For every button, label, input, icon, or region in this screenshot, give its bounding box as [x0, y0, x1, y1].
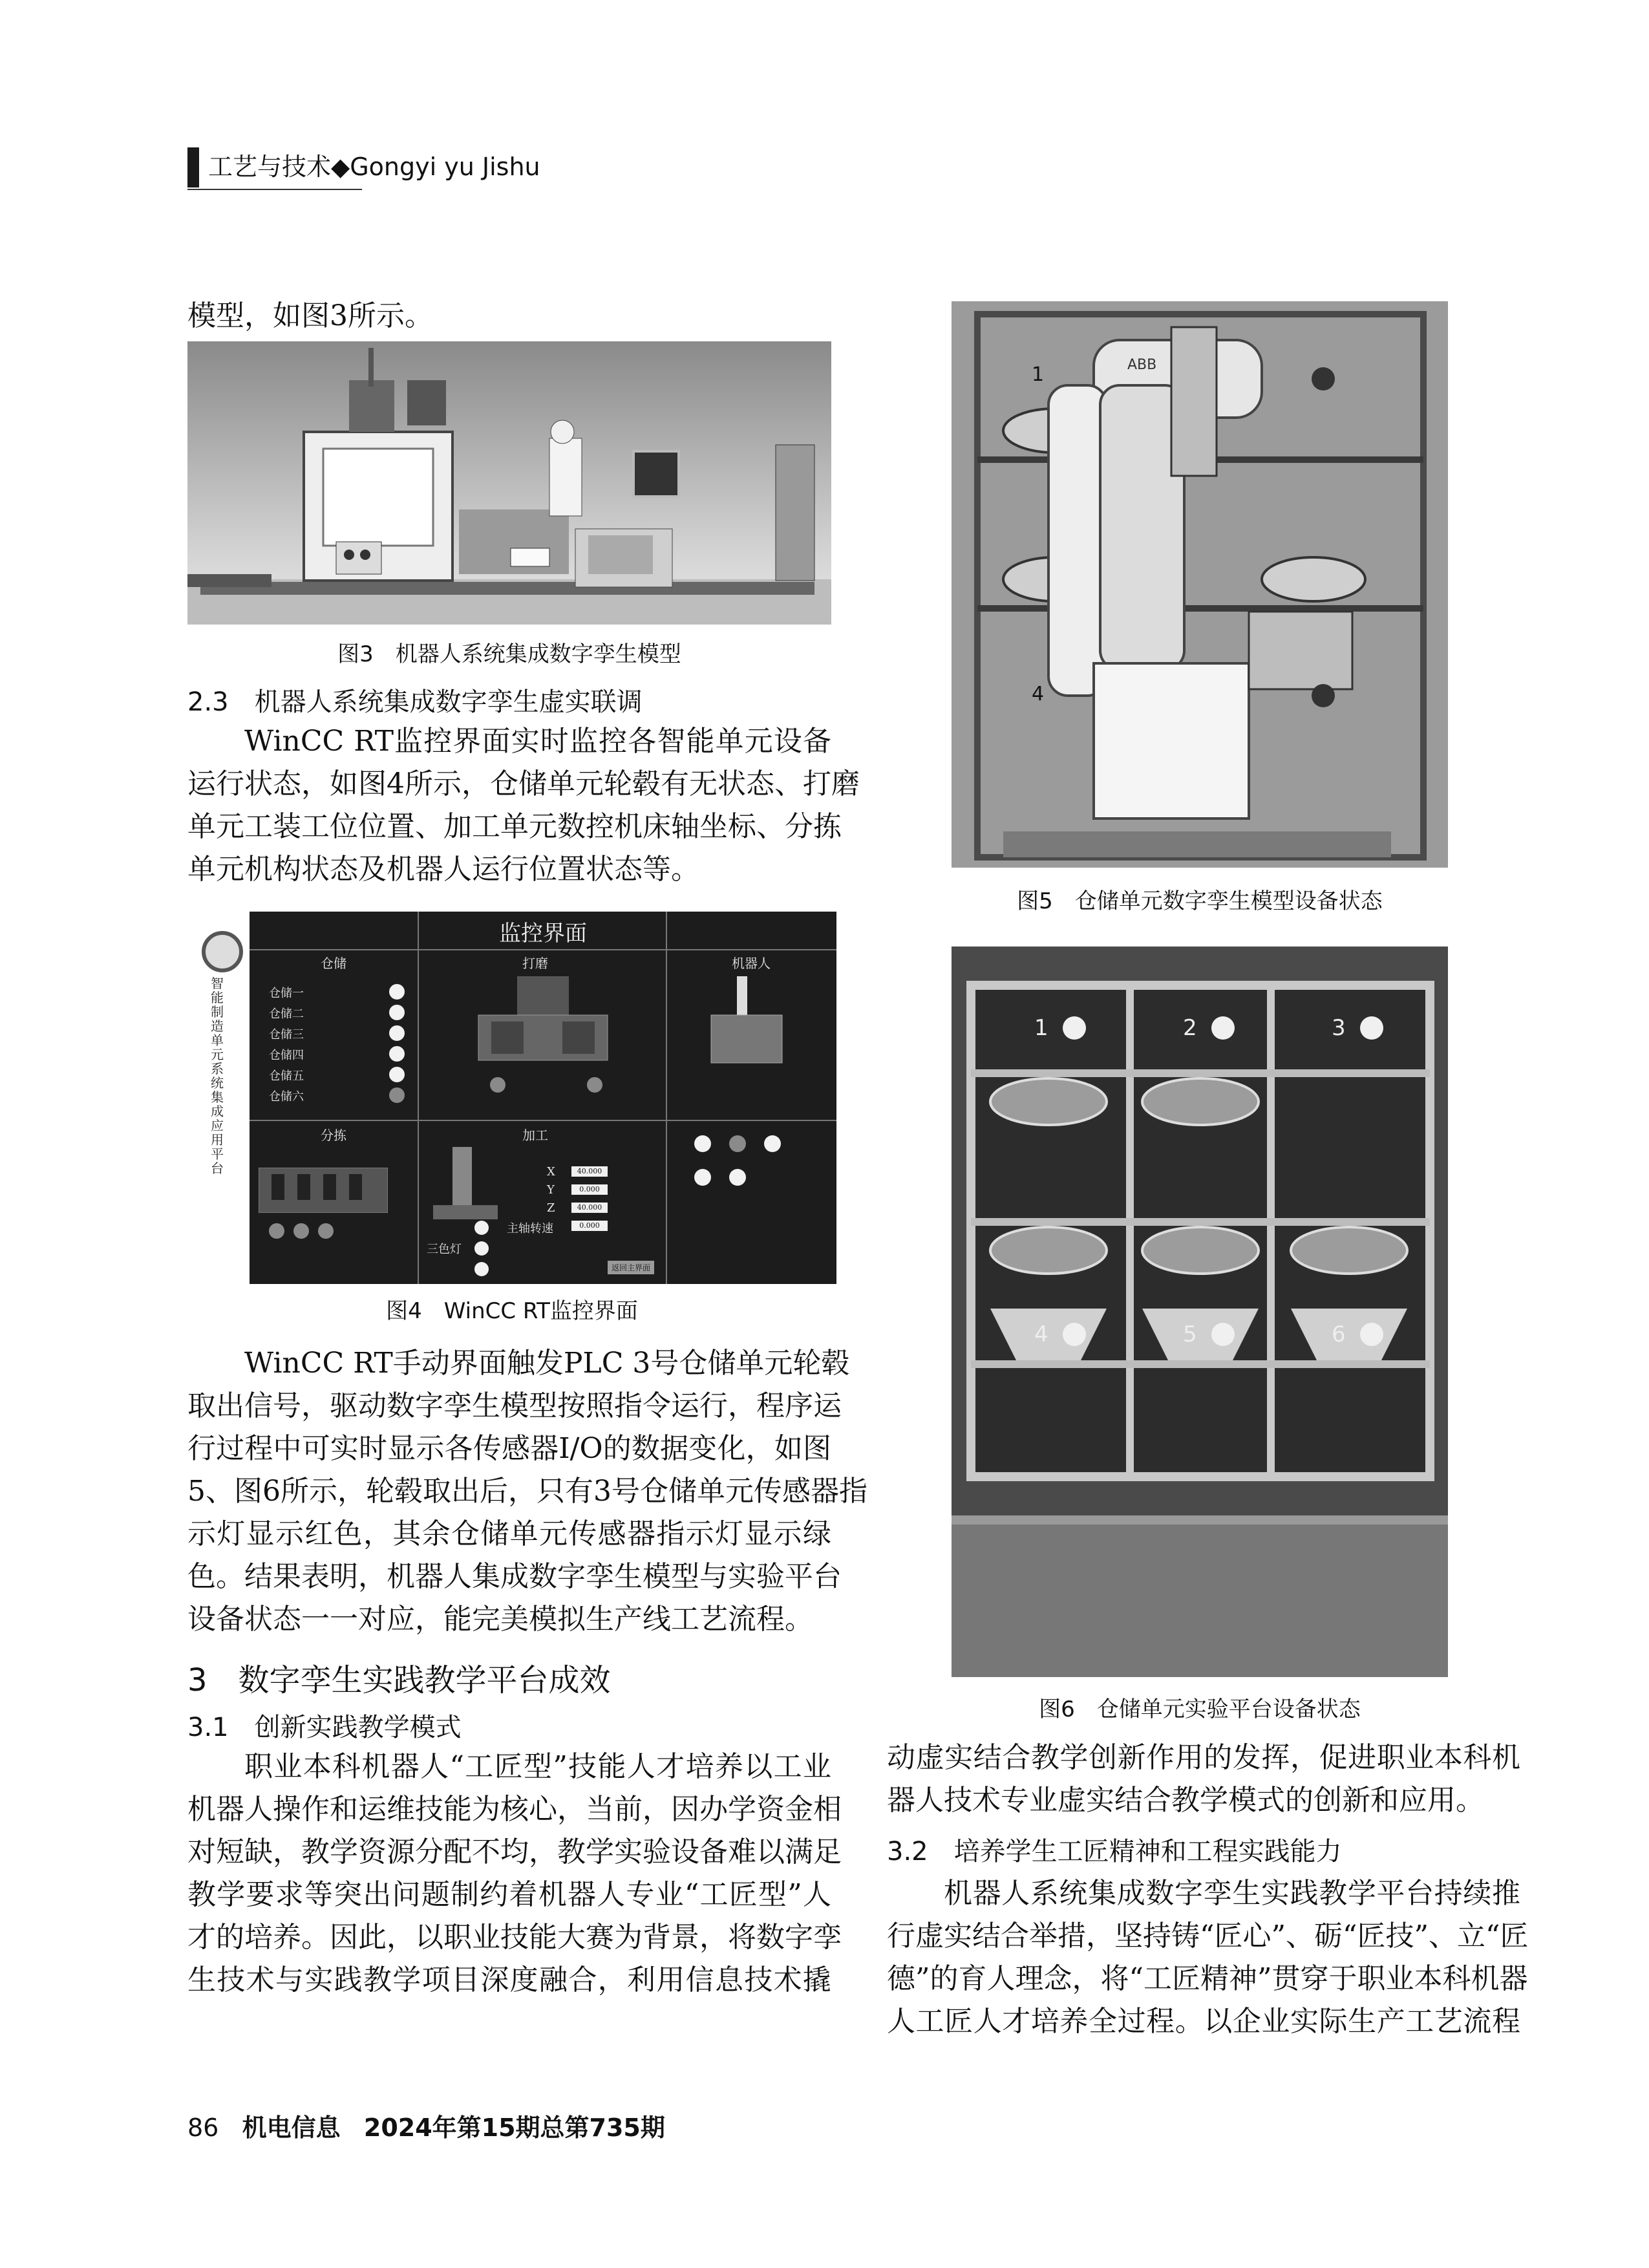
- storage-label: 仓储三: [269, 1028, 304, 1042]
- polish-status-light: [490, 1077, 505, 1093]
- storage-number-label: 2: [1183, 1015, 1197, 1041]
- section-machining: 加工: [522, 1128, 548, 1143]
- polish-status-light: [587, 1077, 602, 1093]
- section-storage: 仓储: [321, 956, 346, 971]
- divider: [418, 912, 419, 1284]
- figure-3-image: [187, 341, 831, 625]
- axis-label: Z: [547, 1201, 555, 1215]
- axis-label: 主轴转速: [507, 1222, 553, 1236]
- paragraph-line: 生技术与实践教学项目深度融合，利用信息技术撬: [187, 1963, 831, 1996]
- paragraph-line: 机器人操作和运维技能为核心，当前，因办学资金相: [187, 1793, 842, 1826]
- figure-6-caption: 图6 仓储单元实验平台设备状态: [1039, 1696, 1361, 1722]
- paragraph-line: 5、图6所示，轮毂取出后，只有3号仓储单元传感器指: [187, 1475, 867, 1508]
- paragraph-line: WinCC RT手动界面触发PLC 3号仓储单元轮毂: [244, 1347, 850, 1380]
- paragraph-line: 行虚实结合举措，坚持铸“匠心”、砺“匠技”、立“匠: [887, 1920, 1529, 1952]
- paragraph-line: 对短缺，教学资源分配不均，教学实验设备难以满足: [187, 1835, 842, 1868]
- paragraph-line: 示灯显示红色，其余仓储单元传感器指示灯显示绿: [187, 1517, 831, 1550]
- header-bar-mark: [187, 147, 199, 187]
- status-light: [694, 1135, 711, 1152]
- storage-status-light: [389, 1005, 405, 1020]
- paragraph-line: 行过程中可实时显示各传感器I/O的数据变化，如图: [187, 1432, 831, 1465]
- status-light: [764, 1135, 781, 1152]
- paragraph-line: 机器人系统集成数字孪生实践教学平台持续推: [944, 1877, 1520, 1910]
- tricolor-light: [474, 1262, 489, 1276]
- figure-5-image: [952, 301, 1448, 868]
- paragraph-line: 动虚实结合教学创新作用的发挥，促进职业本科机: [887, 1741, 1520, 1774]
- paragraph-line: 器人技术专业虚实结合教学模式的创新和应用。: [887, 1784, 1484, 1817]
- sort-status-light: [293, 1223, 309, 1239]
- journal-header: 工艺与技术◆Gongyi yu Jishu: [208, 153, 540, 181]
- footer-issue: 2024年第15期总第735期: [363, 2113, 665, 2142]
- status-light: [729, 1169, 746, 1186]
- page-number: 86: [187, 2113, 219, 2142]
- section-3-2-heading: 3.2 培养学生工匠精神和工程实践能力: [887, 1837, 1342, 1867]
- storage-label: 仓储四: [269, 1049, 304, 1062]
- paragraph-line: 运行状态，如图4所示，仓储单元轮毂有无状态、打磨: [187, 767, 860, 800]
- paragraph-line: 德”的育人理念，将“工匠精神”贯穿于职业本科机器: [887, 1962, 1528, 1995]
- axis-label: X: [547, 1165, 555, 1179]
- paragraph-5: [887, 1872, 1529, 2043]
- storage-number-label: 5: [1183, 1321, 1197, 1347]
- storage-status-light: [389, 1025, 405, 1041]
- footer-journal: 机电信息: [242, 2113, 341, 2142]
- figure-6-photo: [952, 947, 1448, 1677]
- figure-4-monitor-ui: [187, 912, 836, 1284]
- paragraph-line: 单元机构状态及机器人运行位置状态等。: [187, 853, 699, 886]
- divider: [666, 912, 667, 1284]
- paragraph-line: 单元工装工位位置、加工单元数控机床轴坐标、分拣: [187, 810, 842, 843]
- storage-status-light: [389, 1067, 405, 1082]
- robot-model: [705, 976, 789, 1067]
- tricolor-label: 三色灯: [427, 1243, 462, 1256]
- intro-line: 模型，如图3所示。: [187, 299, 433, 332]
- paragraph-line: 职业本科机器人“工匠型”技能人才培养以工业: [244, 1750, 831, 1783]
- sort-status-light: [269, 1223, 284, 1239]
- paragraph-3: [187, 1746, 842, 2002]
- axis-label: Y: [547, 1183, 555, 1197]
- storage-number-label: 3: [1332, 1015, 1346, 1041]
- figure-3-caption: 图3 机器人系统集成数字孪生模型: [337, 641, 681, 667]
- axis-value: 0.000: [571, 1221, 608, 1231]
- divider: [250, 1120, 836, 1121]
- logo-icon: [202, 931, 243, 972]
- section-sort: 分拣: [321, 1128, 346, 1143]
- paragraph-line: WinCC RT监控界面实时监控各智能单元设备: [244, 725, 831, 758]
- storage-number-label: 4: [1032, 683, 1045, 705]
- section-polish: 打磨: [522, 956, 548, 971]
- logo-vertical-text: 智能制造单元系统集成应用平台: [211, 976, 224, 1176]
- paragraph-line: 才的培养。因此，以职业技能大赛为背景，将数字孪: [187, 1921, 842, 1954]
- section-2-3-heading: 2.3 机器人系统集成数字孪生虚实联调: [187, 687, 643, 717]
- section-3-heading: 3 数字孪生实践教学平台成效: [187, 1662, 611, 1698]
- header-rule: [187, 189, 362, 190]
- status-light: [729, 1135, 746, 1152]
- status-light: [694, 1169, 711, 1186]
- axis-value: 40.000: [571, 1203, 608, 1213]
- tricolor-light: [474, 1221, 489, 1235]
- polish-unit-model: [472, 976, 614, 1067]
- machining-unit-model: [427, 1147, 504, 1225]
- paragraph-2: [187, 1342, 867, 1641]
- paragraph-line: 教学要求等突出问题制约着机器人专业“工匠型”人: [187, 1878, 831, 1911]
- sort-unit-model: [259, 1168, 388, 1213]
- paragraph-1: [187, 720, 860, 891]
- paragraph-4: [887, 1737, 1520, 1822]
- divider: [250, 949, 836, 950]
- robot-brand-logo: ABB: [1127, 357, 1157, 373]
- storage-number-label: 6: [1332, 1321, 1346, 1347]
- section-robot: 机器人: [732, 956, 771, 971]
- sort-status-light: [318, 1223, 334, 1239]
- storage-number-label: 4: [1034, 1321, 1048, 1347]
- storage-number-label: 1: [1034, 1015, 1048, 1041]
- back-to-main-button: 返回主界面: [608, 1261, 654, 1274]
- storage-label: 仓储五: [269, 1069, 304, 1083]
- storage-status-light: [389, 984, 405, 1000]
- tricolor-light: [474, 1241, 489, 1256]
- storage-status-light: [389, 1087, 405, 1103]
- storage-status-light: [389, 1046, 405, 1062]
- paragraph-line: 人工匠人才培养全过程。以企业实际生产工艺流程: [887, 2005, 1520, 2038]
- axis-value: 40.000: [571, 1166, 608, 1177]
- paragraph-line: 设备状态一一对应，能完美模拟生产线工艺流程。: [187, 1603, 813, 1636]
- storage-label: 仓储一: [269, 987, 304, 1000]
- figure-5-caption: 图5 仓储单元数字孪生模型设备状态: [1017, 888, 1383, 914]
- storage-label: 仓储六: [269, 1090, 304, 1104]
- paragraph-line: 取出信号，驱动数字孪生模型按照指令运行，程序运: [187, 1389, 842, 1422]
- figure-4-caption: 图4 WinCC RT监控界面: [386, 1298, 638, 1324]
- page-footer: [187, 2108, 665, 2143]
- paragraph-line: 色。结果表明，机器人集成数字孪生模型与实验平台: [187, 1560, 842, 1593]
- monitor-title: 监控界面: [499, 921, 587, 947]
- axis-value: 0.000: [571, 1184, 608, 1195]
- storage-label: 仓储二: [269, 1007, 304, 1021]
- section-3-1-heading: 3.1 创新实践教学模式: [187, 1713, 462, 1742]
- storage-number-label: 1: [1032, 363, 1045, 386]
